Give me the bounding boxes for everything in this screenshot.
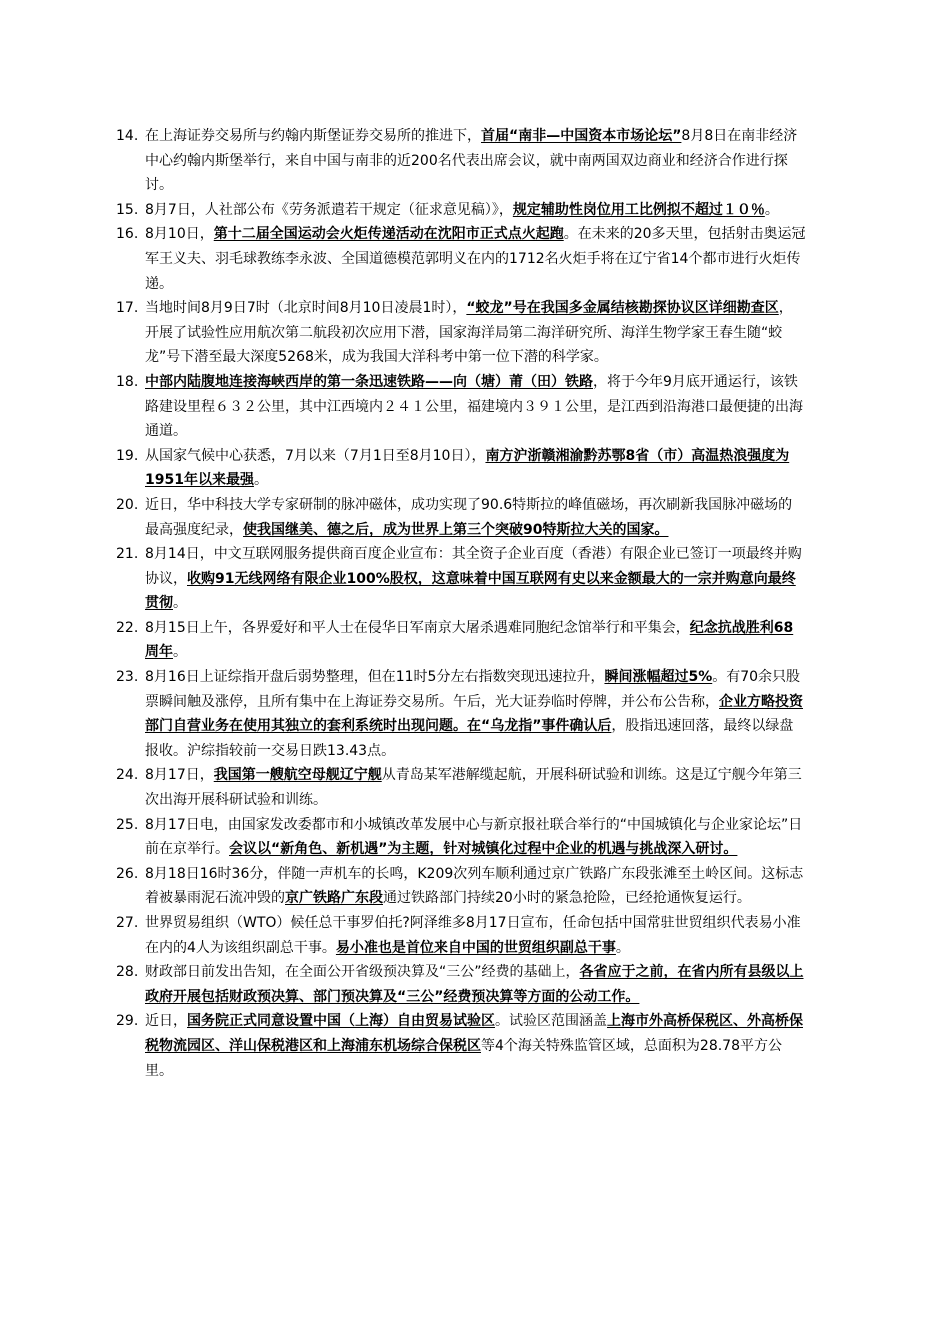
item-number: 18. xyxy=(116,373,139,390)
key-point-text: 会议以“新角色、新机遇”为主题，针对城镇化过程中企业的机遇与挑战深入研讨。 xyxy=(229,841,738,858)
item-number: 17. xyxy=(116,300,139,317)
body-text: 世界贸易组织（WTO）候任总干事罗伯托?阿泽维多8月17日宣布，任命包括中国常驻世贸组织代表易小准在内的4人为该组织副总干事。 xyxy=(145,915,801,956)
key-point-text: 易小准也是首位来自中国的世贸组织副总干事 xyxy=(335,939,616,956)
body-text: ，股指迅速回落，最终以绿盘报收。沪综指较前一交易日跌13.43点。 xyxy=(145,718,794,759)
news-item xyxy=(116,542,806,616)
item-number: 23. xyxy=(116,669,139,686)
body-text: 8月10日， xyxy=(145,226,214,243)
key-point-text: 第十二届全国运动会火炬传递活动在沈阳市正式点火起跑 xyxy=(213,226,564,243)
news-item xyxy=(116,222,806,296)
news-item xyxy=(116,665,806,763)
body-text: 等4个海关特殊监管区域，总面积为28.78平方公里。 xyxy=(145,1037,782,1079)
item-number: 16. xyxy=(116,226,139,243)
key-point-text: 收购91无线网络有限企业100%股权，这意味着中国互联网有史以来金额最大的一宗并购意向最终贯彻 xyxy=(145,570,796,612)
news-item xyxy=(116,444,806,493)
key-point-text: 企业方略投资部门自营业务在使用其独立的套利系统时出现问题。在“乌龙指”事件确认后 xyxy=(145,693,803,735)
news-item-list xyxy=(116,124,806,1083)
key-point-text: 上海市外高桥保税区、外高桥保税物流园区、洋山保税港区和上海浦东机场综合保税区 xyxy=(145,1013,803,1054)
body-text: 8月14日，中文互联网服务提供商百度企业宣布：其全资子企业百度（香港）有限企业已签订一项最终并购协议， xyxy=(145,546,802,587)
body-text: 。在未来的20多天里，包括射击奥运冠军王义夫、羽毛球教练李永波、全国道德模范郭明义在内的1712名火炬手将在辽宁省14个都市进行火炬传递。 xyxy=(145,226,806,292)
key-point-text: 南方沪浙赣湘渝黔苏鄂8省（市）高温热浪强度为1951年以来最强 xyxy=(145,447,790,489)
body-text: 。 xyxy=(253,472,268,489)
key-point-text: 中部内陆腹地连接海峡西岸的第一条迅速铁路——向（塘）莆（田）铁路 xyxy=(145,373,593,390)
body-text: ，将于今年9月底开通运行，该铁路建设里程６３２公里，其中江西境内２４１公里，福建境内３９１公里，是江西到沿海港口最便捷的出海通道。 xyxy=(145,373,803,440)
news-item xyxy=(116,124,806,198)
item-number: 20. xyxy=(116,496,139,513)
key-point-text: 纪念抗战胜利68周年 xyxy=(145,619,794,661)
item-number: 24. xyxy=(116,767,139,784)
news-item xyxy=(116,493,806,542)
item-number: 27. xyxy=(116,915,139,931)
item-number: 14. xyxy=(116,128,139,144)
body-text: 近日， xyxy=(145,1013,187,1030)
body-text: 。有70余只股票瞬间触及涨停，且所有集中在上海证券交易所。午后，光大证券临时停牌，并公布公告称， xyxy=(145,669,801,710)
key-point-text: 规定辅助性岗位用工比例拟不超过１０％ xyxy=(512,201,765,218)
news-item xyxy=(116,616,806,665)
body-text: 。 xyxy=(764,201,779,218)
body-text: 当地时间8月9日7时（北京时间8月10日凌晨1时）， xyxy=(145,300,467,317)
body-text: 财政部日前发出告知，在全面公开省级预决算及“三公”经费的基础上， xyxy=(145,964,580,981)
news-item xyxy=(116,960,806,1009)
body-text: ，开展了试验性应用航次第二航段初次应用下潜，国家海洋局第二海洋研究所、海洋生物学家王春生随“蛟龙”号下潜至最大深度5268米，成为我国大洋科考中第一位下潜的科学家。 xyxy=(145,300,793,366)
news-item xyxy=(116,370,806,444)
body-text: 从青岛某军港解缆起航，开展科研试验和训练。这是辽宁舰今年第三次出海开展科研试验和训练。 xyxy=(145,767,802,809)
item-number: 22. xyxy=(116,619,139,636)
key-point-text: 使我国继美、德之后，成为世界上第三个突破90特斯拉大关的国家。 xyxy=(243,521,669,538)
body-text: 。 xyxy=(615,939,630,956)
body-text: 8月15日上午，各界爱好和平人士在侵华日军南京大屠杀遇难同胞纪念馆举行和平集会， xyxy=(145,619,690,636)
body-text: 。 xyxy=(173,644,187,661)
body-text: 。 xyxy=(173,595,187,612)
body-text: 近日，华中科技大学专家研制的脉冲磁体，成功实现了90.6特斯拉的峰值磁场，再次刷新我国脉冲磁场的最高强度纪录， xyxy=(145,496,793,538)
key-point-text: 京广铁路广东段 xyxy=(285,890,383,907)
key-point-text: 我国第一艘航空母舰辽宁舰 xyxy=(213,767,382,784)
news-item xyxy=(116,198,806,223)
item-number: 26. xyxy=(116,865,139,882)
key-point-text: 各省应于之前，在省内所有县级以上政府开展包括财政预决算、部门预决算及“三公”经费预决算等方面的公动工作。 xyxy=(145,964,804,1005)
news-item xyxy=(116,813,806,862)
key-point-text: 瞬间涨幅超过5% xyxy=(604,669,713,686)
body-text: 8月18日16时36分，伴随一声机车的长鸣，K209次列车顺利通过京广铁路广东段张滩至土岭区间。这标志着被暴雨泥石流冲毁的 xyxy=(145,865,804,907)
body-text: 在上海证券交易所与约翰内斯堡证券交易所的推进下， xyxy=(145,128,481,144)
body-text: 8月7日，人社部公布《劳务派遣若干规定（征求意见稿）》， xyxy=(145,201,513,218)
item-number: 29. xyxy=(116,1013,139,1030)
key-point-text: 国务院正式同意设置中国（上海）自由贸易试验区 xyxy=(187,1013,495,1030)
news-item xyxy=(116,911,806,960)
item-number: 25. xyxy=(116,816,139,833)
news-item xyxy=(116,296,806,370)
key-point-text: “蛟龙”号在我国多金属结核勘探协议区详细勘查区 xyxy=(466,300,779,317)
news-item xyxy=(116,862,806,911)
news-item xyxy=(116,763,806,812)
body-text: 8月16日上证综指开盘后弱势整理，但在11时5分左右指数突现迅速拉升， xyxy=(145,669,605,686)
item-number: 21. xyxy=(116,546,139,563)
body-text: 。试验区范围涵盖 xyxy=(495,1013,607,1030)
body-text: 8月17日， xyxy=(145,767,214,784)
item-number: 15. xyxy=(116,201,139,218)
item-number: 19. xyxy=(116,447,139,464)
item-number: 28. xyxy=(116,964,139,981)
news-item xyxy=(116,1009,806,1083)
key-point-text: 首届“南非—中国资本市场论坛” xyxy=(481,128,682,144)
body-text: 8月17日电，由国家发改委都市和小城镇改革发展中心与新京报社联合举行的“中国城镇化与企业家论坛”日前在京举行。 xyxy=(145,816,803,858)
body-text: 从国家气候中心获悉，7月以来（7月1日至8月10日）， xyxy=(145,447,486,464)
body-text: 8月8日在南非经济中心约翰内斯堡举行，来自中国与南非的近200名代表出席会议，就中南两国双边商业和经济合作进行探讨。 xyxy=(145,128,798,194)
body-text: 通过铁路部门持续20小时的紧急抢险，已经抢通恢复运行。 xyxy=(383,890,751,907)
